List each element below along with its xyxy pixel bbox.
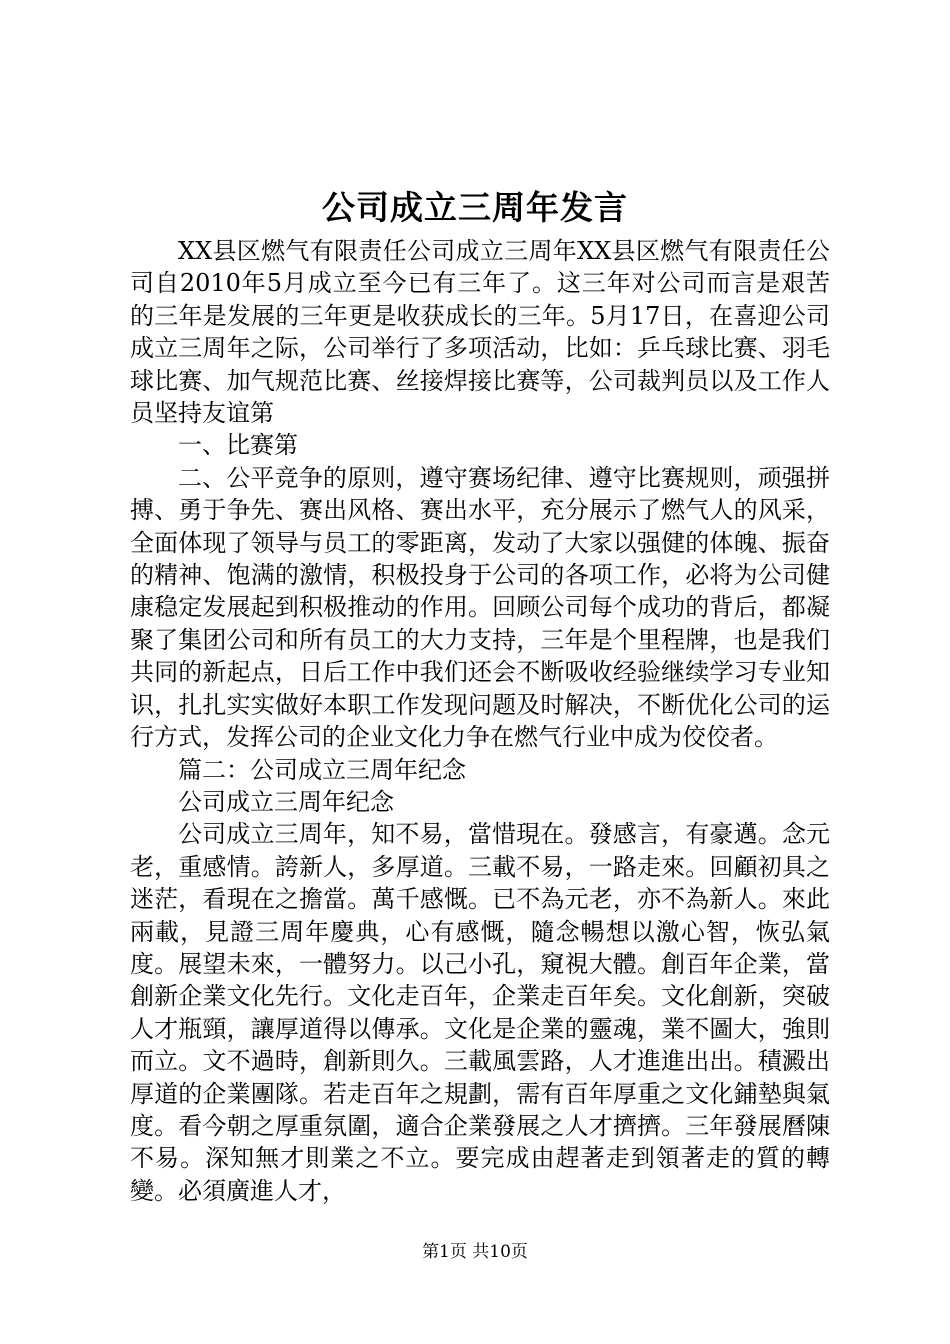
page-number: 第1页 共10页 (422, 1242, 528, 1262)
document-body (130, 235, 830, 1207)
paragraph-part-two-subtitle: 公司成立三周年纪念 (178, 787, 394, 816)
document-title: 公司成立三周年发言 (322, 188, 628, 227)
paragraph-part-two-heading: 篇二：公司成立三周年纪念 (178, 755, 466, 784)
paragraph-section-two: 二、公平竞争的原则，遵守赛场纪律、遵守比赛规则，顽强拼搏、勇于争先、赛出风格、赛出水平，充分展示了燃气人的风采，全面体现了领导与员工的零距离，发动了大家以强健的体魄、振奋的精神、饱满的激情，积极投身于公司的各项工作，必将为公司健康稳定发展起到积极推动的作用。回顾公司每个成功的背后，都凝聚了集团公司和所有员工的大力支持，三年是个里程牌，也是我们共同的新起点，日后工作中我们还会不断吸收经验继续学习专业知识，扎扎实实做好本职工作发现问题及时解决，不断优化公司的运行方式，发挥公司的企业文化力争在燃气行业中成为佼佼者。 (130, 463, 830, 752)
paragraph-section-one: 一、比赛第 (178, 431, 298, 460)
paragraph-intro: XX县区燃气有限责任公司成立三周年XX县区燃气有限责任公司自2010年5月成立至今已有三年了。这三年对公司而言是艰苦的三年是发展的三年更是收获成长的三年。5月17日，在喜迎公司成立三周年之际，公司举行了多项活动，比如：乒乓球比赛、羽毛球比赛、加气规范比赛、丝接焊接比赛等，公司裁判员以及工作人员坚持友谊第 (130, 237, 830, 428)
paragraph-anniversary-essay: 公司成立三周年，知不易，當惜現在。發感言，有豪邁。念元老，重感情。誇新人，多厚道。三載不易，一路走來。回顧初具之迷茫，看現在之擔當。萬千感慨。已不為元老，亦不為新人。來此兩載，見證三周年慶典，心有感慨，隨念暢想以激心智，恢弘氣度。展望未來，一體努力。以己小孔，窺視大體。創百年企業，當創新企業文化先行。文化走百年，企業走百年矣。文化創新，突破人才瓶頸，讓厚道得以傳承。文化是企業的靈魂，業不圖大，強則而立。文不過時，創新則久。三載風雲路，人才進進出出。積澱出厚道的企業團隊。若走百年之規劃，需有百年厚重之文化鋪墊與氣度。看今朝之厚重氛圍，適合企業發展之人才擠擠。三年發展曆陳不易。深知無才則業之不立。要完成由趕著走到領著走的質的轉變。必須廣進人才， (130, 820, 830, 1205)
